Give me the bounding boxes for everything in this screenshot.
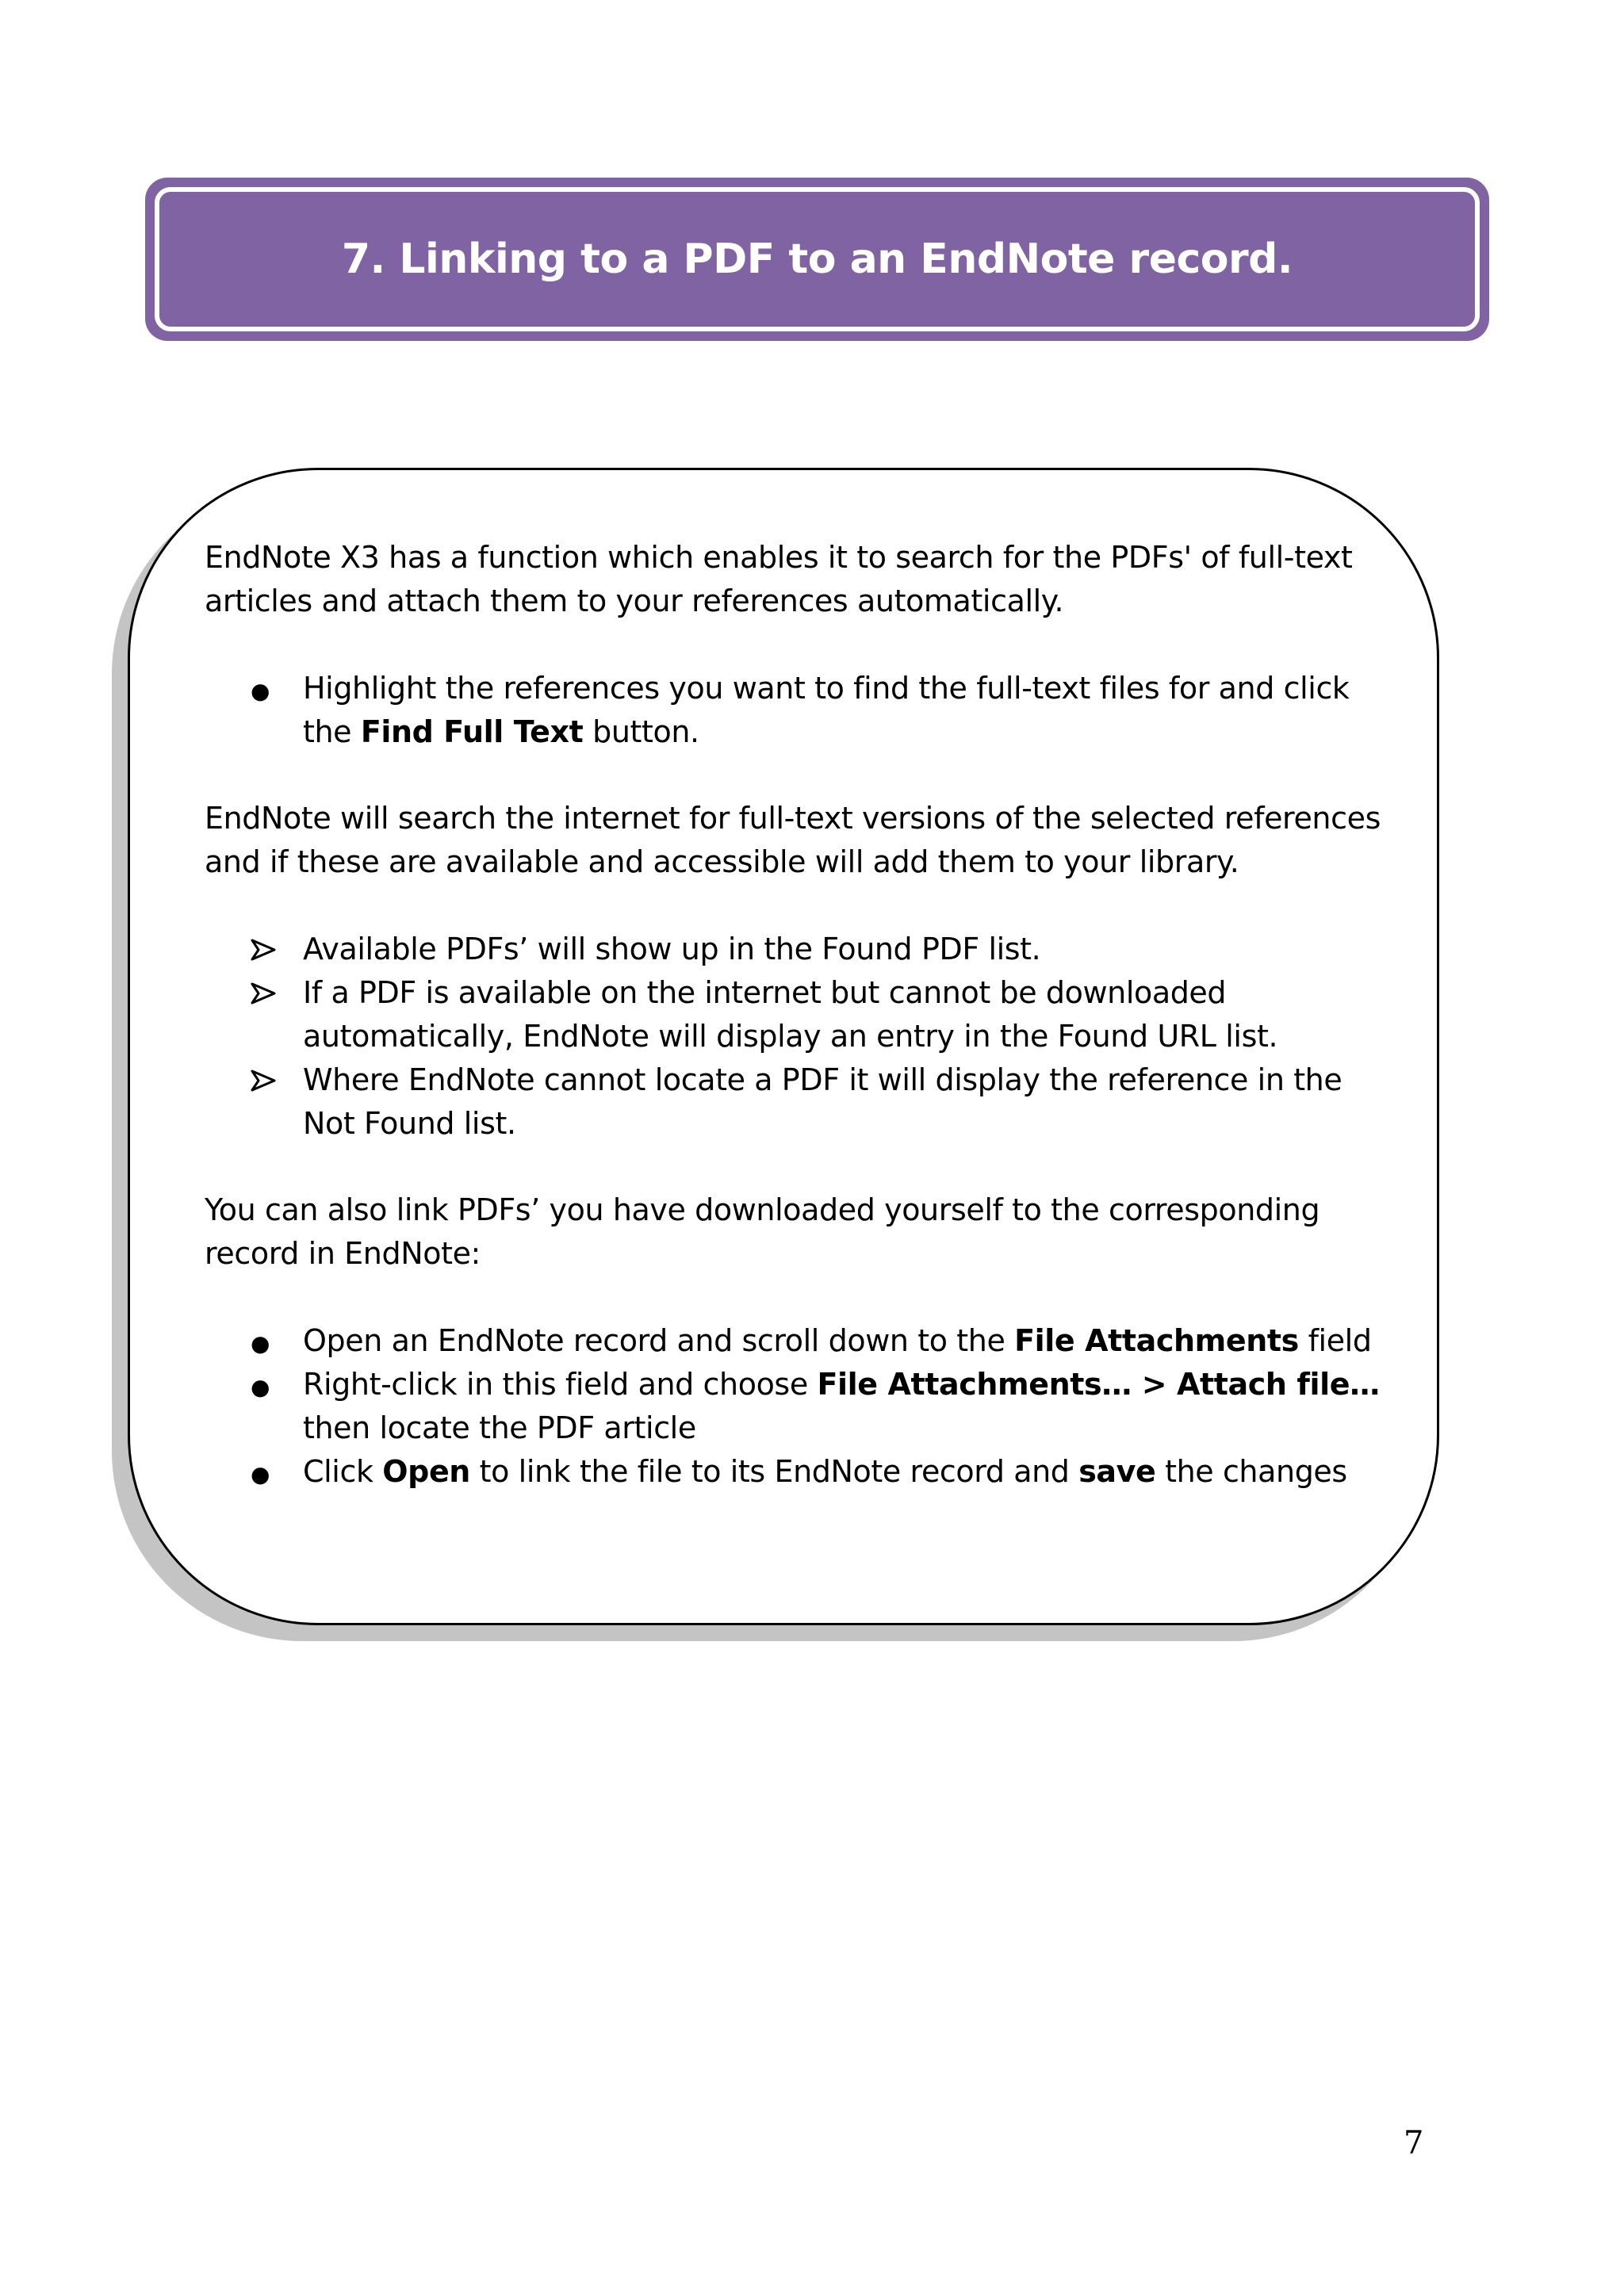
page-title: 7. Linking to a PDF to an EndNote record. <box>341 235 1293 283</box>
list-item: ● Click Open to link the file to its EndNote record and save the changes <box>205 1450 1394 1494</box>
find-steps-list <box>205 667 1394 754</box>
list-item: ● Open an EndNote record and scroll down to the File Attachments field <box>205 1319 1394 1363</box>
arrow-bullet-icon <box>251 1058 276 1092</box>
list-item: Where EndNote cannot locate a PDF it will display the reference in the Not Found list. <box>205 1058 1394 1146</box>
page-number: 7 <box>1404 2125 1424 2161</box>
manual-intro-paragraph: You can also link PDFs’ you have downloaded yourself to the corresponding record in EndNote: <box>205 1192 1320 1271</box>
list-item: If a PDF is available on the internet but cannot be downloaded automatically, EndNote will display an entry in the Found URL list. <box>205 971 1394 1058</box>
list-item: ● Highlight the references you want to find the full-text files for and click the Find Full Text button. <box>205 667 1394 754</box>
bullet-icon <box>251 1450 270 1496</box>
arrow-bullet-icon <box>251 971 276 1004</box>
find-full-text-label: Find Full Text <box>360 714 584 749</box>
bullet-icon <box>251 1363 270 1409</box>
intro-paragraph: EndNote X3 has a function which enables it to search for the PDFs' of full-text articles and attach them to your references automatically. <box>205 540 1353 618</box>
title-banner <box>145 178 1489 341</box>
bullet-icon <box>251 1319 270 1365</box>
results-list <box>205 928 1394 1146</box>
list-item: Available PDFs’ will show up in the Found PDF list. <box>205 928 1394 971</box>
bullet-icon <box>251 667 270 713</box>
arrow-bullet-icon <box>251 928 276 961</box>
manual-steps-list <box>205 1319 1394 1494</box>
list-item: ● Right-click in this field and choose File Attachments… > Attach file… then locate the PDF article <box>205 1363 1394 1450</box>
search-note-paragraph: EndNote will search the internet for full-text versions of the selected references and if these are available and accessible will add them to your library. <box>205 801 1381 879</box>
